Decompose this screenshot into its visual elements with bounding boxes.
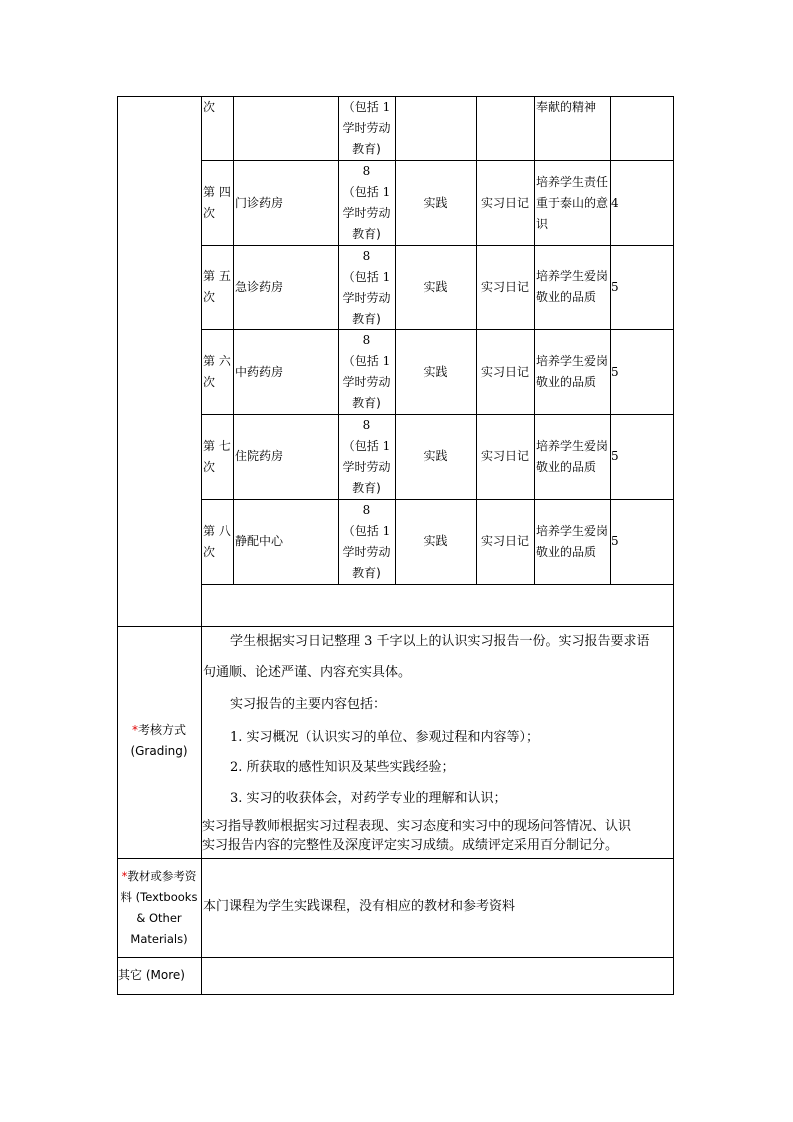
row-score: 5 bbox=[611, 280, 619, 294]
row-seq: 第 八 次 bbox=[203, 524, 231, 559]
row-place: 中药药房 bbox=[235, 365, 284, 379]
row-seq: 第 四 次 bbox=[203, 185, 231, 220]
more-label: 其它 (More) bbox=[118, 968, 185, 982]
row-method: 实践 bbox=[423, 534, 448, 548]
row-place: 急诊药房 bbox=[235, 280, 284, 294]
row-place: 住院药房 bbox=[235, 449, 284, 463]
row-hours: 8 （包括 1 学时劳动 教育) bbox=[342, 333, 391, 410]
grading-line: 实习报告的主要内容包括： bbox=[230, 697, 387, 712]
row-goal: 培养学生爱岗 敬业的品质 bbox=[536, 269, 609, 304]
row-hours: 8 （包括 1 学时劳动 教育) bbox=[342, 164, 391, 241]
materials-label: *教材或参考资 料 (Textbooks & Other Materials) bbox=[120, 869, 198, 946]
grading-line: 2. 所获取的感性知识及某些实践经验； bbox=[230, 760, 455, 775]
row-hours: 8 （包括 1 学时劳动 教育) bbox=[342, 503, 391, 580]
row-score: 5 bbox=[611, 449, 619, 463]
row-seq: 第 六 次 bbox=[203, 354, 231, 389]
row-goal: 培养学生爱岗 敬业的品质 bbox=[536, 439, 609, 474]
grading-line: 1. 实习概况（认识实习的单位、参观过程和内容等）； bbox=[230, 730, 540, 745]
row-score: 5 bbox=[611, 534, 619, 548]
grading-line: 句通顺、论述严谨、内容充实具体。 bbox=[203, 665, 412, 680]
row-assess: 实习日记 bbox=[480, 196, 529, 210]
grading-line: 学生根据实习日记整理 3 千字以上的认识实习报告一份。实习报告要求语 bbox=[230, 634, 650, 649]
row-goal: 培养学生责任 重于泰山的意 识 bbox=[536, 175, 609, 231]
row-hours: （包括 1 学时劳动 教育) bbox=[342, 100, 391, 156]
row-seq: 第 七 次 bbox=[203, 439, 231, 474]
row-goal: 培养学生爱岗 敬业的品质 bbox=[536, 354, 609, 389]
row-hours: 8 （包括 1 学时劳动 教育) bbox=[342, 249, 391, 326]
row-method: 实践 bbox=[423, 365, 448, 379]
row-method: 实践 bbox=[423, 196, 448, 210]
row-assess: 实习日记 bbox=[480, 280, 529, 294]
row-seq: 第 五 次 bbox=[203, 269, 231, 304]
grading-line: 实习报告内容的完整性及深度评定实习成绩。成绩评定采用百分制记分。 bbox=[202, 838, 619, 853]
row-method: 实践 bbox=[423, 280, 448, 294]
row-score: 4 bbox=[611, 196, 619, 210]
row-place: 门诊药房 bbox=[235, 196, 284, 210]
grading-label: *考核方式 (Grading) bbox=[130, 723, 188, 758]
row-hours: 8 （包括 1 学时劳动 教育) bbox=[342, 418, 391, 495]
grading-line: 实习指导教师根据实习过程表现、实习态度和实习中的现场问答情况、认识 bbox=[202, 819, 632, 834]
grading-line: 3. 实习的收获体会，对药学专业的理解和认识； bbox=[230, 791, 507, 806]
row-assess: 实习日记 bbox=[480, 449, 529, 463]
row-assess: 实习日记 bbox=[480, 365, 529, 379]
row-method: 实践 bbox=[423, 449, 448, 463]
row-seq: 次 bbox=[203, 100, 216, 114]
row-goal: 奉献的精神 bbox=[536, 100, 597, 114]
row-score: 5 bbox=[611, 365, 619, 379]
row-assess: 实习日记 bbox=[480, 534, 529, 548]
row-place: 静配中心 bbox=[235, 534, 284, 548]
materials-content: 本门课程为学生实践课程，没有相应的教材和参考资料 bbox=[203, 899, 516, 914]
row-goal: 培养学生爱岗 敬业的品质 bbox=[536, 524, 609, 559]
